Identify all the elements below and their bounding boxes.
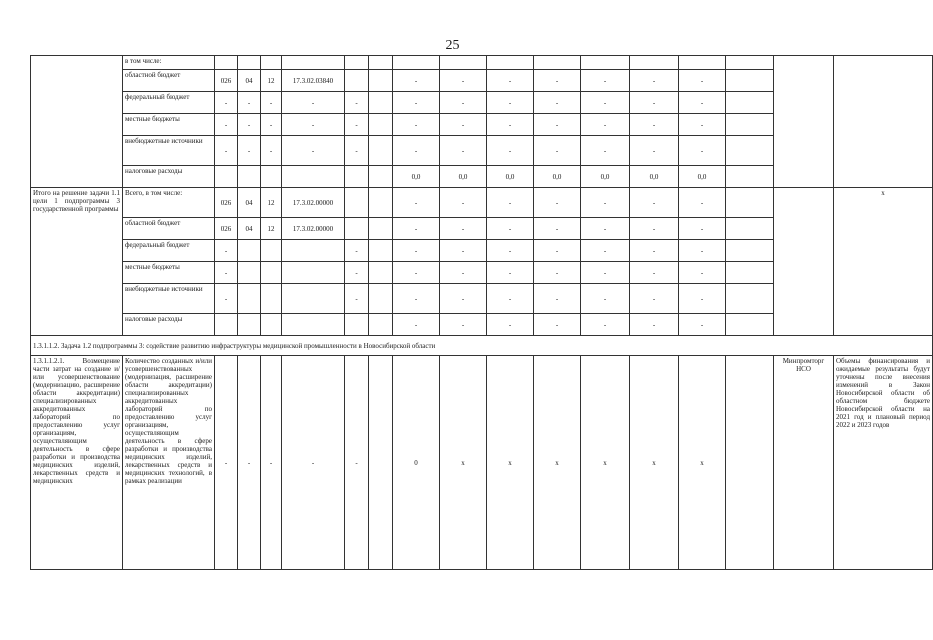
value-cell bbox=[726, 56, 774, 70]
value-cell: - bbox=[679, 284, 726, 314]
code-cell: - bbox=[282, 92, 345, 114]
measure-description: 1.3.1.1.2.1. Возмещение части затрат на создание и/или усовершенствование (модернизацию, расширение области аккредитации) специализированных аккредитованных лабораторий по предоставлению услуг организациям, осуществляющим деятельность в сфере разработки и производства медицинских изделий, лекарственных средств и медицинских bbox=[31, 356, 123, 570]
code-cell bbox=[345, 70, 369, 92]
value-cell: - bbox=[581, 218, 630, 240]
value-cell: - bbox=[581, 114, 630, 136]
expected-result: Объемы финансирования и ожидаемые результаты будут уточнены после внесения изменений в Закон Новосибирской области об областном бюджете Новосибирской области на 2021 год и плановый период 2022 и 2023 годов bbox=[834, 356, 933, 570]
code-cell bbox=[345, 166, 369, 188]
code-cell bbox=[215, 314, 238, 336]
value-cell bbox=[726, 92, 774, 114]
value-cell bbox=[726, 70, 774, 92]
value-cell: - bbox=[534, 70, 581, 92]
code-cell: 026 bbox=[215, 188, 238, 218]
code-cell bbox=[282, 166, 345, 188]
code-cell bbox=[345, 314, 369, 336]
value-cell: - bbox=[440, 70, 487, 92]
row-label: налоговые расходы bbox=[123, 166, 215, 188]
value-cell: - bbox=[581, 70, 630, 92]
value-cell bbox=[726, 314, 774, 336]
code-cell: - bbox=[261, 136, 282, 166]
value-cell: - bbox=[393, 314, 440, 336]
value-cell bbox=[581, 56, 630, 70]
value-cell: - bbox=[534, 114, 581, 136]
value-cell: - bbox=[487, 240, 534, 262]
code-cell bbox=[282, 56, 345, 70]
code-cell bbox=[261, 284, 282, 314]
value-cell: - bbox=[630, 70, 679, 92]
value-cell: - bbox=[487, 262, 534, 284]
code-cell bbox=[282, 262, 345, 284]
value-cell: - bbox=[630, 218, 679, 240]
value-cell bbox=[369, 188, 393, 218]
code-cell bbox=[345, 218, 369, 240]
value-cell: 0 bbox=[393, 356, 440, 570]
value-cell bbox=[369, 70, 393, 92]
code-cell bbox=[238, 314, 261, 336]
page-number: 25 bbox=[445, 38, 460, 53]
value-cell: - bbox=[581, 92, 630, 114]
code-cell bbox=[282, 314, 345, 336]
code-cell bbox=[282, 240, 345, 262]
value-cell: - bbox=[440, 188, 487, 218]
code-cell bbox=[261, 56, 282, 70]
table-row bbox=[31, 356, 933, 570]
row-label: в том числе: bbox=[123, 56, 215, 70]
value-cell bbox=[726, 188, 774, 218]
value-cell: - bbox=[630, 314, 679, 336]
code-cell: - bbox=[215, 240, 238, 262]
code-cell: 026 bbox=[215, 70, 238, 92]
code-cell: - bbox=[345, 262, 369, 284]
value-cell: - bbox=[487, 70, 534, 92]
value-cell bbox=[369, 92, 393, 114]
code-cell bbox=[261, 314, 282, 336]
code-cell: 17.3.02.00000 bbox=[282, 218, 345, 240]
table-row bbox=[31, 56, 933, 70]
value-cell bbox=[369, 356, 393, 570]
value-cell: - bbox=[581, 284, 630, 314]
value-cell bbox=[369, 56, 393, 70]
value-cell: х bbox=[581, 356, 630, 570]
value-cell bbox=[393, 56, 440, 70]
code-cell: - bbox=[215, 114, 238, 136]
value-cell: - bbox=[679, 218, 726, 240]
value-cell: - bbox=[630, 92, 679, 114]
value-cell bbox=[440, 56, 487, 70]
value-cell: - bbox=[393, 262, 440, 284]
code-cell: - bbox=[345, 114, 369, 136]
value-cell: - bbox=[487, 188, 534, 218]
value-cell: - bbox=[534, 218, 581, 240]
block1-title bbox=[31, 56, 123, 188]
value-cell: - bbox=[393, 114, 440, 136]
value-cell: - bbox=[534, 314, 581, 336]
value-cell: - bbox=[487, 136, 534, 166]
value-cell: - bbox=[487, 218, 534, 240]
value-cell: 0,0 bbox=[581, 166, 630, 188]
value-cell: - bbox=[679, 314, 726, 336]
value-cell: 0,0 bbox=[440, 166, 487, 188]
row-label: внебюджетные источники bbox=[123, 136, 215, 166]
value-cell: - bbox=[679, 188, 726, 218]
code-cell: - bbox=[345, 136, 369, 166]
code-cell bbox=[261, 262, 282, 284]
value-cell: - bbox=[630, 240, 679, 262]
value-cell: х bbox=[534, 356, 581, 570]
code-cell bbox=[215, 56, 238, 70]
value-cell: - bbox=[393, 188, 440, 218]
value-cell bbox=[726, 284, 774, 314]
value-cell: - bbox=[440, 314, 487, 336]
code-cell: - bbox=[345, 356, 369, 570]
value-cell: - bbox=[630, 136, 679, 166]
value-cell bbox=[487, 56, 534, 70]
value-cell bbox=[726, 240, 774, 262]
code-cell: - bbox=[261, 92, 282, 114]
value-cell: х bbox=[440, 356, 487, 570]
value-cell bbox=[369, 314, 393, 336]
value-cell bbox=[369, 136, 393, 166]
code-cell: 12 bbox=[261, 70, 282, 92]
value-cell bbox=[726, 356, 774, 570]
block2-executor bbox=[774, 188, 834, 336]
code-cell bbox=[238, 262, 261, 284]
indicator-description: Количество созданных и/или усовершенствованных (модернизация, расширение области аккредитации) специализированных аккредитованных лабораторий по предоставлению услуг организациям, осуществляющим деятельность в сфере разработки и производства медицинских изделий, лекарственных средств и медицинских технологий, в рамках реализации bbox=[123, 356, 215, 570]
block2-result: х bbox=[834, 188, 933, 336]
code-cell bbox=[215, 166, 238, 188]
executor: Минпромторг НСО bbox=[774, 356, 834, 570]
row-label: внебюджетные источники bbox=[123, 284, 215, 314]
code-cell: - bbox=[215, 356, 238, 570]
code-cell: - bbox=[345, 92, 369, 114]
code-cell bbox=[238, 56, 261, 70]
block1-result bbox=[834, 56, 933, 188]
code-cell: - bbox=[282, 114, 345, 136]
value-cell: - bbox=[679, 240, 726, 262]
value-cell: 0,0 bbox=[393, 166, 440, 188]
value-cell bbox=[369, 284, 393, 314]
value-cell: - bbox=[440, 284, 487, 314]
code-cell: - bbox=[282, 136, 345, 166]
value-cell bbox=[369, 166, 393, 188]
value-cell bbox=[679, 56, 726, 70]
code-cell: 17.3.02.00000 bbox=[282, 188, 345, 218]
code-cell: 04 bbox=[238, 218, 261, 240]
value-cell: - bbox=[534, 92, 581, 114]
code-cell bbox=[238, 284, 261, 314]
value-cell bbox=[534, 56, 581, 70]
code-cell: - bbox=[345, 284, 369, 314]
value-cell: - bbox=[679, 262, 726, 284]
value-cell: - bbox=[393, 284, 440, 314]
code-cell: - bbox=[215, 284, 238, 314]
row-label: местные бюджеты bbox=[123, 262, 215, 284]
value-cell: - bbox=[440, 240, 487, 262]
value-cell: - bbox=[534, 262, 581, 284]
value-cell: х bbox=[487, 356, 534, 570]
value-cell bbox=[369, 262, 393, 284]
value-cell: - bbox=[630, 114, 679, 136]
value-cell: 0,0 bbox=[679, 166, 726, 188]
value-cell bbox=[726, 262, 774, 284]
code-cell: 04 bbox=[238, 188, 261, 218]
value-cell: - bbox=[440, 218, 487, 240]
value-cell: - bbox=[440, 262, 487, 284]
code-cell: 026 bbox=[215, 218, 238, 240]
code-cell: - bbox=[345, 240, 369, 262]
code-cell bbox=[282, 284, 345, 314]
value-cell: - bbox=[630, 262, 679, 284]
row-label: федеральный бюджет bbox=[123, 92, 215, 114]
value-cell: - bbox=[393, 70, 440, 92]
value-cell: - bbox=[534, 284, 581, 314]
value-cell: 0,0 bbox=[630, 166, 679, 188]
value-cell: - bbox=[630, 188, 679, 218]
table-row bbox=[31, 188, 933, 218]
code-cell: - bbox=[238, 114, 261, 136]
row-label: местные бюджеты bbox=[123, 114, 215, 136]
value-cell: - bbox=[393, 136, 440, 166]
value-cell: - bbox=[581, 188, 630, 218]
code-cell: 12 bbox=[261, 188, 282, 218]
value-cell: - bbox=[440, 114, 487, 136]
row-label: федеральный бюджет bbox=[123, 240, 215, 262]
section-row bbox=[31, 336, 933, 356]
value-cell: х bbox=[679, 356, 726, 570]
value-cell bbox=[369, 114, 393, 136]
code-cell: - bbox=[215, 136, 238, 166]
code-cell: - bbox=[238, 136, 261, 166]
code-cell: - bbox=[238, 356, 261, 570]
value-cell: - bbox=[581, 262, 630, 284]
code-cell: - bbox=[282, 356, 345, 570]
row-label: областной бюджет bbox=[123, 218, 215, 240]
code-cell: - bbox=[238, 92, 261, 114]
row-label: областной бюджет bbox=[123, 70, 215, 92]
value-cell: - bbox=[534, 240, 581, 262]
code-cell bbox=[238, 166, 261, 188]
value-cell: - bbox=[581, 240, 630, 262]
value-cell: - bbox=[487, 314, 534, 336]
value-cell: - bbox=[534, 136, 581, 166]
code-cell: - bbox=[215, 92, 238, 114]
block1-executor bbox=[774, 56, 834, 188]
value-cell bbox=[726, 218, 774, 240]
value-cell bbox=[630, 56, 679, 70]
code-cell bbox=[261, 166, 282, 188]
value-cell: - bbox=[393, 218, 440, 240]
row-label: Всего, в том числе: bbox=[123, 188, 215, 218]
value-cell: - bbox=[630, 284, 679, 314]
code-cell: - bbox=[215, 262, 238, 284]
value-cell: - bbox=[679, 136, 726, 166]
value-cell: - bbox=[679, 114, 726, 136]
value-cell bbox=[369, 240, 393, 262]
value-cell: - bbox=[487, 114, 534, 136]
value-cell: х bbox=[630, 356, 679, 570]
code-cell: 17.3.02.03840 bbox=[282, 70, 345, 92]
code-cell bbox=[238, 240, 261, 262]
code-cell bbox=[345, 188, 369, 218]
row-label: налоговые расходы bbox=[123, 314, 215, 336]
code-cell: 12 bbox=[261, 218, 282, 240]
value-cell: 0,0 bbox=[534, 166, 581, 188]
budget-table bbox=[30, 55, 933, 570]
value-cell: - bbox=[440, 136, 487, 166]
value-cell: - bbox=[581, 314, 630, 336]
value-cell bbox=[726, 114, 774, 136]
section-heading: 1.3.1.1.2. Задача 1.2 подпрограммы 3: содействие развитию инфраструктуры медицинской промышленности в Новосибирской области bbox=[31, 336, 933, 356]
code-cell: - bbox=[261, 356, 282, 570]
value-cell: - bbox=[534, 188, 581, 218]
value-cell: - bbox=[581, 136, 630, 166]
value-cell: - bbox=[487, 284, 534, 314]
value-cell bbox=[369, 218, 393, 240]
value-cell: - bbox=[440, 92, 487, 114]
code-cell: 04 bbox=[238, 70, 261, 92]
value-cell: - bbox=[679, 92, 726, 114]
value-cell: 0,0 bbox=[487, 166, 534, 188]
value-cell bbox=[726, 136, 774, 166]
value-cell: - bbox=[393, 240, 440, 262]
value-cell bbox=[726, 166, 774, 188]
code-cell bbox=[261, 240, 282, 262]
value-cell: - bbox=[679, 70, 726, 92]
code-cell: - bbox=[261, 114, 282, 136]
value-cell: - bbox=[393, 92, 440, 114]
value-cell: - bbox=[487, 92, 534, 114]
block2-title: Итого на решение задачи 1.1 цели 1 подпрограммы 3 государственной программы bbox=[31, 188, 123, 336]
code-cell bbox=[345, 56, 369, 70]
